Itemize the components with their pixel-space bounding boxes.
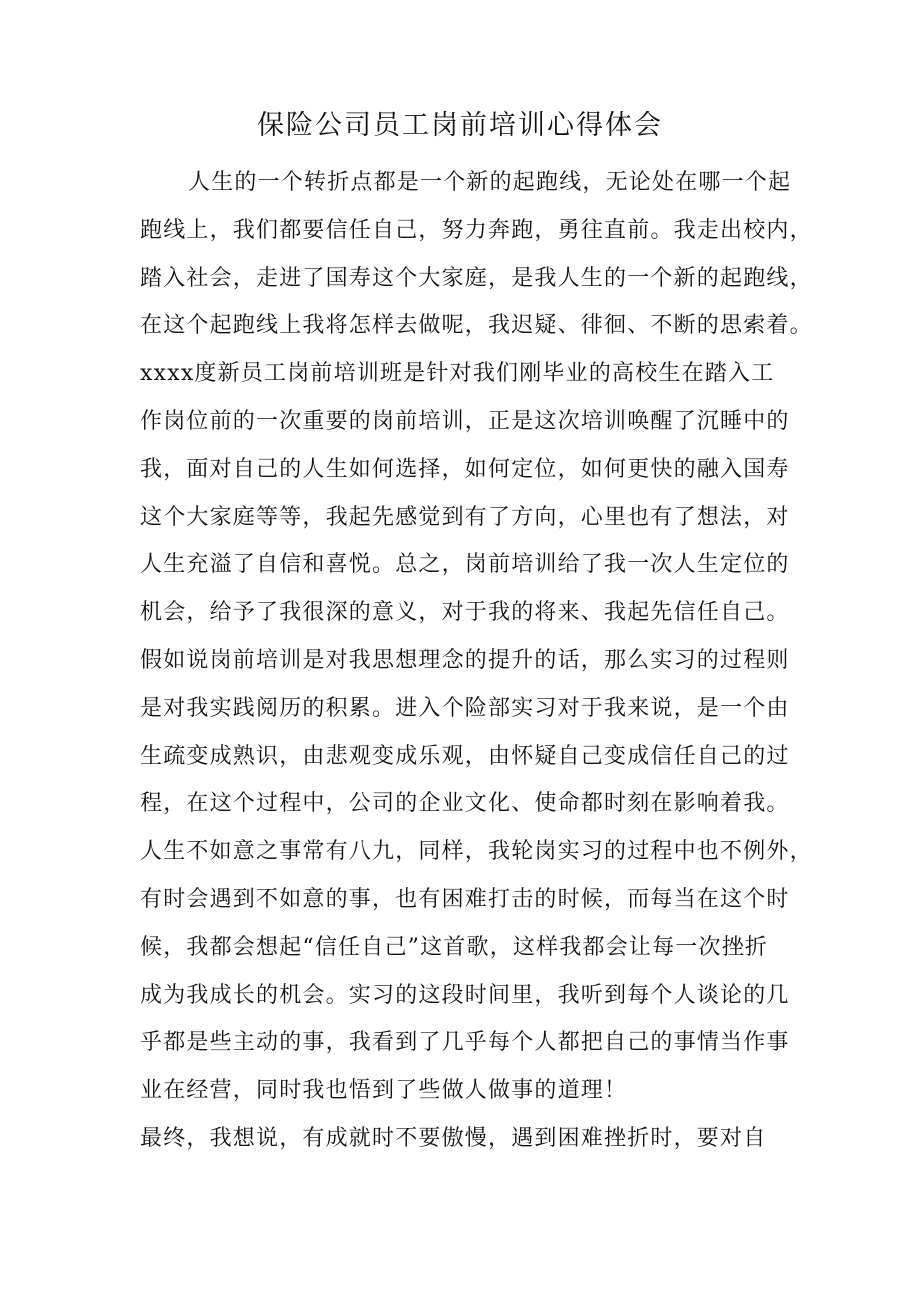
text-line: 跑线上，我们都要信任自己，努力奔跑，勇往直前。我走出校内，	[140, 217, 813, 243]
text-line: 人生充溢了自信和喜悦。总之，岗前培训给了我一次人生定位的	[140, 552, 790, 578]
text-line: 作岗位前的一次重要的岗前培训，正是这次培训唤醒了沉睡中的	[140, 408, 790, 434]
text-line: 人生不如意之事常有八九，同样，我轮岗实习的过程中也不例外，	[140, 839, 813, 865]
text-line: 我，面对自己的人生如何选择，如何定位，如何更快的融入国寿	[140, 456, 790, 482]
text-line: xxxx度新员工岗前培训班是针对我们刚毕业的高校生在踏入工	[140, 361, 775, 387]
text-line: 假如说岗前培训是对我思想理念的提升的话，那么实习的过程则	[140, 647, 790, 673]
text-line: 在这个起跑线上我将怎样去做呢，我迟疑、徘徊、不断的思索着。	[140, 313, 813, 339]
text-line: 是对我实践阅历的积累。进入个险部实习对于我来说，是一个由	[140, 695, 790, 721]
document-title: 保险公司员工岗前培训心得体会	[257, 110, 663, 141]
text-line: 候，我都会想起“信任自己”这首歌，这样我都会让每一次挫折	[140, 934, 769, 960]
text-line: 人生的一个转折点都是一个新的起跑线，无论处在哪一个起	[188, 170, 792, 195]
text-line: 乎都是些主动的事，我看到了几乎每个人都把自己的事情当作事	[140, 1030, 790, 1056]
text-line: 这个大家庭等等，我起先感觉到有了方向，心里也有了想法，对	[140, 504, 790, 530]
text-line: 最终，我想说，有成就时不要傲慢，遇到困难挫折时，要对自	[140, 1125, 767, 1151]
document-body	[140, 159, 813, 1163]
text-line: 踏入社会，走进了国寿这个大家庭，是我人生的一个新的起跑线，	[140, 265, 813, 291]
text-line: 有时会遇到不如意的事，也有困难打击的时候，而每当在这个时	[140, 886, 790, 912]
text-line: 生疏变成熟识，由悲观变成乐观，由怀疑自己变成信任自己的过	[140, 743, 790, 769]
text-line: 程，在这个过程中，公司的企业文化、使命都时刻在影响着我。	[140, 791, 790, 817]
text-line: 成为我成长的机会。实习的这段时间里，我听到每个人谈论的几	[140, 982, 790, 1008]
text-line: 机会，给予了我很深的意义，对于我的将来、我起先信任自己。	[140, 600, 790, 626]
text-line: 业在经营，同时我也悟到了些做人做事的道理！	[140, 1078, 628, 1104]
